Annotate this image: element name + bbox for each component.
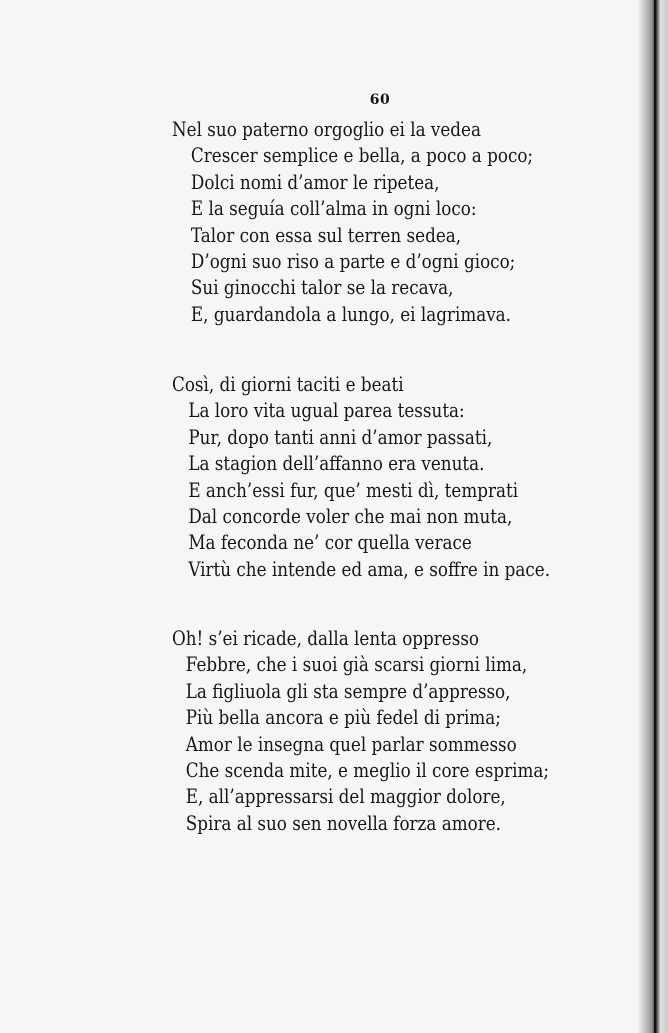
verse-line: Oh! s’ei ricade, dalla lenta oppresso <box>172 627 480 650</box>
verse-line: La loro vita ugual parea tessuta: <box>188 399 465 423</box>
verse-line: Più bella ancora e più fedel di prima; <box>185 706 501 730</box>
verse-line: Ma feconda ne’ cor quella verace <box>188 531 472 555</box>
stanza-3 <box>172 626 610 837</box>
verse-line: La figliuola gli sta sempre d’appresso, <box>185 679 511 703</box>
verse-line: Pur, dopo tanti anni d’amor passati, <box>188 425 493 449</box>
page-number: 60 <box>369 92 391 108</box>
verse-line: Febbre, che i suoi già scarsi giorni lima, <box>185 653 528 677</box>
verse-line: La stagion dell’affanno era venuta. <box>188 452 485 476</box>
book-spine-shadow <box>638 0 668 1033</box>
verse-line: Talor con essa sul terren sedea, <box>190 223 462 247</box>
page-edge-line <box>654 0 656 1033</box>
verse-line: Dal concorde voler che mai non muta, <box>188 505 513 529</box>
verse-line: E, all’appressarsi del maggior dolore, <box>185 785 506 809</box>
stanza-2 <box>172 372 612 583</box>
verse-line: E anch’essi fur, que’ mesti dì, temprati <box>188 478 519 502</box>
stanza-1 <box>172 117 592 328</box>
verse-line: Crescer semplice e bella, a poco a poco; <box>190 144 534 168</box>
verse-line: Che scenda mite, e meglio il core esprima; <box>185 759 550 783</box>
verse-line: E, guardandola a lungo, ei lagrimava. <box>190 302 512 326</box>
verse-line: Nel suo paterno orgoglio ei la vedea <box>172 118 481 141</box>
verse-line: Spira al suo sen novella forza amore. <box>185 811 501 835</box>
verse-line: E la seguía coll’alma in ogni loco: <box>190 197 477 221</box>
verse-line: Dolci nomi d’amor le ripetea, <box>190 170 440 194</box>
verse-line: Sui ginocchi talor se la recava, <box>190 276 454 300</box>
verse-line: Così, di giorni taciti e beati <box>172 373 404 396</box>
verse-line: Virtù che intende ed ama, e soffre in pace. <box>188 557 551 581</box>
verse-line: D’ogni suo riso a parte e d’ogni gioco; <box>190 250 516 274</box>
verse-line: Amor le insegna quel parlar sommesso <box>185 732 517 756</box>
